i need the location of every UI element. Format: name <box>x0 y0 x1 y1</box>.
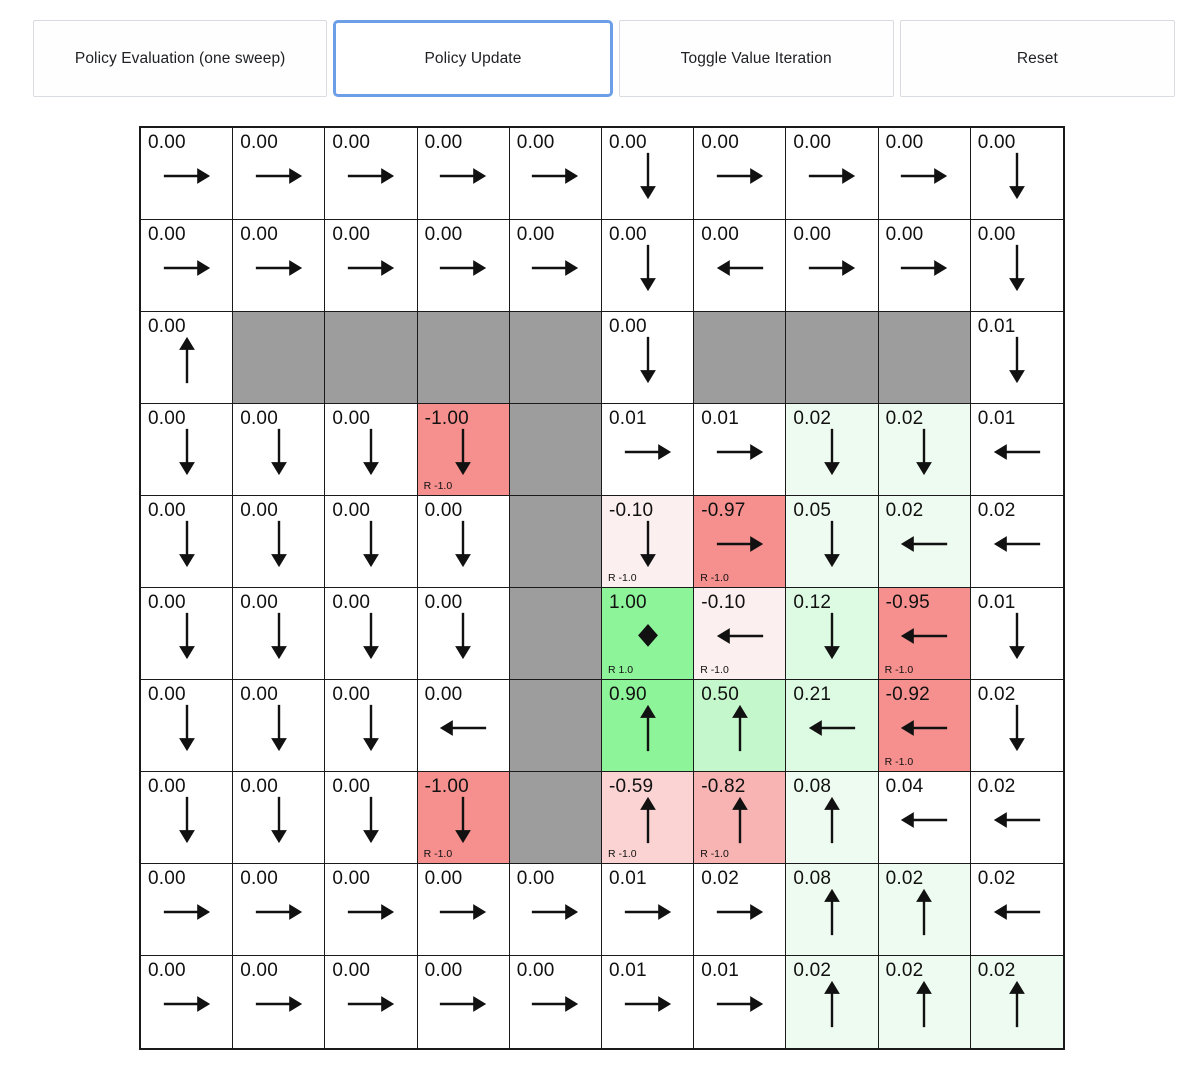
cell-reward-label: R -1.0 <box>700 664 729 676</box>
cell-value: 0.00 <box>148 224 186 245</box>
cell-value: 0.00 <box>148 408 186 429</box>
grid-cell[interactable] <box>418 404 510 496</box>
cell-value: 0.00 <box>793 132 832 153</box>
policy-arrow-down-icon <box>343 795 399 845</box>
cell-value: 0.00 <box>793 224 832 245</box>
grid-cell[interactable] <box>325 956 417 1048</box>
grid-cell[interactable] <box>233 956 325 1048</box>
cell-value: 0.00 <box>148 776 186 797</box>
grid-cell[interactable] <box>971 864 1063 956</box>
cell-value: 0.00 <box>701 132 739 153</box>
grid-cell[interactable] <box>418 220 510 312</box>
grid-cell[interactable] <box>418 956 510 1048</box>
policy-arrow-down-icon <box>989 335 1045 385</box>
grid-cell[interactable] <box>418 128 510 220</box>
grid-cell[interactable] <box>786 128 878 220</box>
cell-value: 0.00 <box>424 592 463 613</box>
policy-arrow-down-icon <box>989 611 1045 661</box>
grid-cell[interactable] <box>602 496 694 588</box>
cell-value: 1.00 <box>608 592 647 613</box>
grid-cell-wall[interactable] <box>510 404 602 496</box>
grid-cell[interactable] <box>233 128 325 220</box>
policy-arrow-right-icon <box>804 243 860 293</box>
policy-arrow-right-icon <box>527 151 583 201</box>
cell-reward-label: R -1.0 <box>700 572 729 584</box>
cell-value: 0.00 <box>424 868 463 889</box>
cell-value: 0.00 <box>516 868 555 889</box>
cell-value: 0.00 <box>885 132 924 153</box>
grid-cell[interactable] <box>602 864 694 956</box>
grid-cell[interactable] <box>510 220 602 312</box>
grid-cell[interactable] <box>141 312 233 404</box>
grid-cell[interactable] <box>418 772 510 864</box>
toggle-value-iteration-label: Toggle Value Iteration <box>680 49 832 67</box>
grid-cell[interactable] <box>510 956 602 1048</box>
cell-reward-label: R -1.0 <box>423 848 453 860</box>
gridworld-grid[interactable] <box>141 128 1063 1048</box>
grid-cell[interactable] <box>233 680 325 772</box>
gridworld-grid-container <box>139 126 1065 1050</box>
cell-reward-label: R -1.0 <box>884 756 914 768</box>
policy-arrow-down-icon <box>251 795 307 845</box>
grid-cell[interactable] <box>786 496 878 588</box>
cell-value: 0.00 <box>332 224 371 245</box>
grid-cell[interactable] <box>418 680 510 772</box>
policy-update-button[interactable] <box>333 20 612 97</box>
grid-cell[interactable] <box>879 588 971 680</box>
cell-value: 0.00 <box>424 500 463 521</box>
grid-cell[interactable] <box>971 956 1063 1048</box>
grid-cell[interactable] <box>602 772 694 864</box>
grid-cell[interactable] <box>141 680 233 772</box>
cell-value: 0.01 <box>608 868 647 889</box>
policy-arrow-down-icon <box>989 151 1045 201</box>
grid-cell[interactable] <box>233 864 325 956</box>
policy-arrow-right-icon <box>712 887 768 937</box>
grid-cell[interactable] <box>786 220 878 312</box>
grid-cell[interactable] <box>325 496 417 588</box>
grid-cell-wall[interactable] <box>786 312 878 404</box>
cell-value: 0.00 <box>424 224 463 245</box>
policy-arrow-down-icon <box>159 703 215 753</box>
policy-arrow-down-icon <box>251 427 307 477</box>
grid-cell[interactable] <box>786 956 878 1048</box>
grid-cell[interactable] <box>694 404 786 496</box>
policy-arrow-up-icon <box>712 703 768 753</box>
policy-arrow-down-icon <box>435 427 491 477</box>
policy-arrow-right-icon <box>896 151 952 201</box>
grid-cell[interactable] <box>233 496 325 588</box>
grid-cell[interactable] <box>141 956 233 1048</box>
policy-arrow-down-icon <box>343 427 399 477</box>
policy-arrow-right-icon <box>435 151 491 201</box>
grid-cell[interactable] <box>879 128 971 220</box>
cell-value: 0.00 <box>148 684 186 705</box>
grid-cell[interactable] <box>233 404 325 496</box>
reset-label: Reset <box>1016 49 1058 67</box>
policy-arrow-right-icon <box>435 243 491 293</box>
cell-value: 0.00 <box>424 132 463 153</box>
policy-arrow-right-icon <box>343 887 399 937</box>
grid-cell[interactable] <box>879 680 971 772</box>
cell-reward-label: R -1.0 <box>700 848 729 860</box>
policy-arrow-left-icon <box>712 243 768 293</box>
policy-arrow-down-icon <box>159 611 215 661</box>
policy-arrow-right-icon <box>896 243 952 293</box>
grid-cell[interactable] <box>141 404 233 496</box>
cell-value: 0.00 <box>240 132 278 153</box>
policy-arrow-right-icon <box>251 243 307 293</box>
grid-cell-wall[interactable] <box>510 496 602 588</box>
policy-arrow-down-icon <box>159 519 215 569</box>
policy-arrow-down-icon <box>989 243 1045 293</box>
cell-value: 0.50 <box>701 684 739 705</box>
grid-cell[interactable] <box>879 404 971 496</box>
grid-cell[interactable] <box>971 772 1063 864</box>
policy-arrow-right-icon <box>527 979 583 1029</box>
grid-cell[interactable] <box>602 588 694 680</box>
policy-arrow-down-icon <box>435 611 491 661</box>
toolbar <box>33 20 1175 97</box>
grid-cell[interactable] <box>694 220 786 312</box>
cell-value: 0.01 <box>608 408 647 429</box>
cell-value: -1.00 <box>424 776 469 797</box>
grid-cell[interactable] <box>325 128 417 220</box>
grid-cell[interactable] <box>971 680 1063 772</box>
reset-button[interactable] <box>900 20 1175 97</box>
cell-value: 0.01 <box>977 592 1016 613</box>
grid-cell[interactable] <box>971 496 1063 588</box>
grid-cell[interactable] <box>694 588 786 680</box>
cell-value: -1.00 <box>424 408 469 429</box>
policy-arrow-down-icon <box>251 703 307 753</box>
policy-arrow-left-icon <box>989 519 1045 569</box>
policy-arrow-down-icon <box>804 611 860 661</box>
cell-value: 0.02 <box>885 960 924 981</box>
cell-reward-label: R -1.0 <box>607 572 637 584</box>
grid-cell[interactable] <box>971 128 1063 220</box>
cell-value: 0.00 <box>332 592 371 613</box>
cell-value: 0.00 <box>332 132 371 153</box>
cell-value: 0.01 <box>701 960 739 981</box>
cell-value: 0.01 <box>977 408 1016 429</box>
cell-value: 0.90 <box>608 684 647 705</box>
grid-cell[interactable] <box>233 772 325 864</box>
cell-value: 0.00 <box>885 224 924 245</box>
grid-cell[interactable] <box>879 220 971 312</box>
cell-value: 0.00 <box>608 316 647 337</box>
policy-arrow-left-icon <box>896 703 952 753</box>
grid-cell[interactable] <box>879 864 971 956</box>
policy-arrow-right-icon <box>620 427 676 477</box>
policy-update-label: Policy Update <box>424 49 522 67</box>
policy-arrow-right-icon <box>251 151 307 201</box>
grid-cell[interactable] <box>879 956 971 1048</box>
grid-cell[interactable] <box>694 772 786 864</box>
policy-arrow-up-icon <box>804 795 860 845</box>
grid-cell[interactable] <box>786 404 878 496</box>
policy-arrow-up-icon <box>620 703 676 753</box>
cell-value: 0.00 <box>332 408 371 429</box>
grid-cell[interactable] <box>325 220 417 312</box>
grid-cell-wall[interactable] <box>325 312 417 404</box>
cell-value: 0.00 <box>240 592 278 613</box>
policy-arrow-down-icon <box>343 703 399 753</box>
cell-value: 0.00 <box>148 868 186 889</box>
cell-value: 0.12 <box>793 592 832 613</box>
policy-arrow-up-icon <box>712 795 768 845</box>
cell-value: -0.82 <box>701 776 746 797</box>
policy-arrow-up-icon <box>896 887 952 937</box>
grid-cell[interactable] <box>694 956 786 1048</box>
cell-value: 0.00 <box>332 500 371 521</box>
grid-cell[interactable] <box>233 220 325 312</box>
grid-cell[interactable] <box>694 128 786 220</box>
policy-arrow-down-icon <box>159 427 215 477</box>
cell-value: 0.02 <box>977 500 1016 521</box>
policy-arrow-up-icon <box>804 979 860 1029</box>
cell-value: 0.21 <box>793 684 832 705</box>
grid-cell[interactable] <box>602 128 694 220</box>
grid-cell[interactable] <box>694 496 786 588</box>
policy-arrow-right-icon <box>527 243 583 293</box>
cell-value: -0.10 <box>608 500 654 521</box>
cell-value: 0.02 <box>885 868 924 889</box>
grid-cell-wall[interactable] <box>510 772 602 864</box>
cell-value: 0.02 <box>977 960 1016 981</box>
cell-value: 0.00 <box>148 500 186 521</box>
cell-value: 0.00 <box>424 960 463 981</box>
grid-cell[interactable] <box>971 312 1063 404</box>
grid-cell[interactable] <box>418 588 510 680</box>
grid-cell[interactable] <box>141 220 233 312</box>
grid-cell[interactable] <box>510 864 602 956</box>
grid-cell[interactable] <box>879 772 971 864</box>
policy-arrow-left-icon <box>896 611 952 661</box>
policy-arrow-left-icon <box>989 795 1045 845</box>
policy-arrow-right-icon <box>343 151 399 201</box>
policy-arrow-up-icon <box>989 979 1045 1029</box>
policy-evaluation-button[interactable] <box>33 20 327 97</box>
cell-value: 0.00 <box>240 776 278 797</box>
cell-value: 0.00 <box>148 960 186 981</box>
policy-arrow-right-icon <box>527 887 583 937</box>
grid-cell[interactable] <box>141 496 233 588</box>
grid-cell[interactable] <box>786 772 878 864</box>
grid-cell[interactable] <box>233 588 325 680</box>
policy-arrow-up-icon <box>804 887 860 937</box>
cell-value: 0.00 <box>148 132 186 153</box>
policy-arrow-right-icon <box>712 151 768 201</box>
policy-arrow-down-icon <box>251 611 307 661</box>
cell-value: 0.02 <box>793 960 832 981</box>
goal-diamond-icon <box>631 618 665 652</box>
policy-arrow-right-icon <box>712 519 768 569</box>
grid-cell[interactable] <box>141 772 233 864</box>
cell-value: 0.01 <box>977 316 1016 337</box>
cell-value: 0.00 <box>148 592 186 613</box>
cell-value: 0.00 <box>608 224 647 245</box>
cell-value: 0.01 <box>608 960 647 981</box>
cell-value: 0.00 <box>977 224 1016 245</box>
policy-arrow-down-icon <box>989 703 1045 753</box>
policy-arrow-up-icon <box>896 979 952 1029</box>
policy-evaluation-label: Policy Evaluation (one sweep) <box>74 49 286 67</box>
policy-arrow-right-icon <box>251 979 307 1029</box>
policy-arrow-down-icon <box>343 519 399 569</box>
policy-arrow-right-icon <box>343 979 399 1029</box>
cell-value: 0.02 <box>885 408 924 429</box>
grid-cell[interactable] <box>602 956 694 1048</box>
grid-cell[interactable] <box>971 404 1063 496</box>
grid-cell[interactable] <box>325 864 417 956</box>
cell-value: 0.00 <box>240 500 278 521</box>
cell-value: 0.02 <box>977 776 1016 797</box>
policy-arrow-right-icon <box>343 243 399 293</box>
policy-arrow-left-icon <box>989 427 1045 477</box>
cell-value: 0.00 <box>332 868 371 889</box>
grid-cell[interactable] <box>971 220 1063 312</box>
grid-cell-wall[interactable] <box>879 312 971 404</box>
cell-value: -0.97 <box>701 500 746 521</box>
cell-value: 0.00 <box>332 960 371 981</box>
policy-arrow-right-icon <box>435 979 491 1029</box>
cell-value: 0.00 <box>516 960 555 981</box>
grid-cell[interactable] <box>602 220 694 312</box>
grid-cell[interactable] <box>602 312 694 404</box>
grid-cell[interactable] <box>141 864 233 956</box>
cell-value: 0.00 <box>608 132 647 153</box>
grid-cell-wall[interactable] <box>418 312 510 404</box>
policy-arrow-down-icon <box>896 427 952 477</box>
policy-arrow-down-icon <box>804 519 860 569</box>
policy-arrow-right-icon <box>620 979 676 1029</box>
policy-arrow-down-icon <box>620 243 676 293</box>
cell-value: 0.02 <box>793 408 832 429</box>
policy-arrow-left-icon <box>712 611 768 661</box>
cell-reward-label: R -1.0 <box>884 664 914 676</box>
grid-cell[interactable] <box>879 496 971 588</box>
grid-cell[interactable] <box>141 588 233 680</box>
policy-arrow-down-icon <box>620 335 676 385</box>
policy-arrow-right-icon <box>159 887 215 937</box>
cell-value: 0.08 <box>793 776 832 797</box>
grid-cell[interactable] <box>510 128 602 220</box>
grid-cell[interactable] <box>141 128 233 220</box>
goal-marker-icon <box>631 618 665 652</box>
grid-cell[interactable] <box>786 864 878 956</box>
grid-cell[interactable] <box>418 496 510 588</box>
cell-value: 0.00 <box>240 868 278 889</box>
policy-arrow-up-icon <box>159 335 215 385</box>
cell-value: -0.10 <box>701 592 746 613</box>
cell-value: 0.00 <box>516 132 555 153</box>
grid-cell-wall[interactable] <box>510 312 602 404</box>
cell-value: 0.00 <box>240 684 278 705</box>
grid-cell[interactable] <box>602 404 694 496</box>
cell-value: -0.95 <box>885 592 930 613</box>
cell-value: 0.00 <box>332 776 371 797</box>
policy-arrow-right-icon <box>251 887 307 937</box>
policy-arrow-down-icon <box>620 519 676 569</box>
cell-reward-label: R -1.0 <box>607 848 637 860</box>
policy-arrow-right-icon <box>620 887 676 937</box>
grid-cell[interactable] <box>325 404 417 496</box>
cell-value: -0.92 <box>885 684 930 705</box>
policy-arrow-down-icon <box>435 519 491 569</box>
cell-value: 0.01 <box>701 408 739 429</box>
grid-cell[interactable] <box>325 588 417 680</box>
policy-arrow-right-icon <box>159 979 215 1029</box>
cell-value: 0.04 <box>885 776 924 797</box>
cell-reward-label: R -1.0 <box>423 480 453 492</box>
cell-value: 0.00 <box>332 684 371 705</box>
grid-cell[interactable] <box>786 680 878 772</box>
policy-arrow-down-icon <box>804 427 860 477</box>
policy-arrow-up-icon <box>620 795 676 845</box>
policy-arrow-left-icon <box>896 795 952 845</box>
policy-arrow-right-icon <box>712 979 768 1029</box>
cell-value: 0.00 <box>424 684 463 705</box>
cell-value: 0.00 <box>977 132 1016 153</box>
cell-value: 0.00 <box>240 408 278 429</box>
policy-arrow-right-icon <box>435 887 491 937</box>
policy-arrow-down-icon <box>343 611 399 661</box>
grid-cell[interactable] <box>418 864 510 956</box>
grid-cell[interactable] <box>971 588 1063 680</box>
policy-arrow-right-icon <box>804 151 860 201</box>
cell-value: 0.02 <box>977 868 1016 889</box>
grid-cell-wall[interactable] <box>510 588 602 680</box>
toggle-value-iteration-button[interactable] <box>619 20 894 97</box>
grid-cell[interactable] <box>694 680 786 772</box>
cell-value: 0.08 <box>793 868 832 889</box>
policy-arrow-left-icon <box>989 887 1045 937</box>
policy-arrow-down-icon <box>251 519 307 569</box>
policy-arrow-down-icon <box>620 151 676 201</box>
cell-reward-label: R 1.0 <box>607 664 634 676</box>
grid-cell[interactable] <box>325 680 417 772</box>
policy-arrow-left-icon <box>896 519 952 569</box>
cell-value: 0.02 <box>885 500 924 521</box>
policy-arrow-right-icon <box>159 151 215 201</box>
cell-value: 0.05 <box>793 500 832 521</box>
grid-cell-wall[interactable] <box>694 312 786 404</box>
grid-cell[interactable] <box>602 680 694 772</box>
grid-cell[interactable] <box>694 864 786 956</box>
policy-arrow-left-icon <box>804 703 860 753</box>
policy-arrow-right-icon <box>712 427 768 477</box>
cell-value: 0.00 <box>148 316 186 337</box>
cell-value: 0.00 <box>516 224 555 245</box>
policy-arrow-down-icon <box>435 795 491 845</box>
cell-value: -0.59 <box>608 776 654 797</box>
grid-cell[interactable] <box>325 772 417 864</box>
policy-arrow-down-icon <box>159 795 215 845</box>
cell-value: 0.00 <box>240 960 278 981</box>
grid-cell-wall[interactable] <box>233 312 325 404</box>
policy-arrow-right-icon <box>159 243 215 293</box>
policy-arrow-left-icon <box>435 703 491 753</box>
grid-cell-wall[interactable] <box>510 680 602 772</box>
cell-value: 0.00 <box>240 224 278 245</box>
cell-value: 0.02 <box>977 684 1016 705</box>
cell-value: 0.02 <box>701 868 739 889</box>
grid-cell[interactable] <box>786 588 878 680</box>
cell-value: 0.00 <box>701 224 739 245</box>
